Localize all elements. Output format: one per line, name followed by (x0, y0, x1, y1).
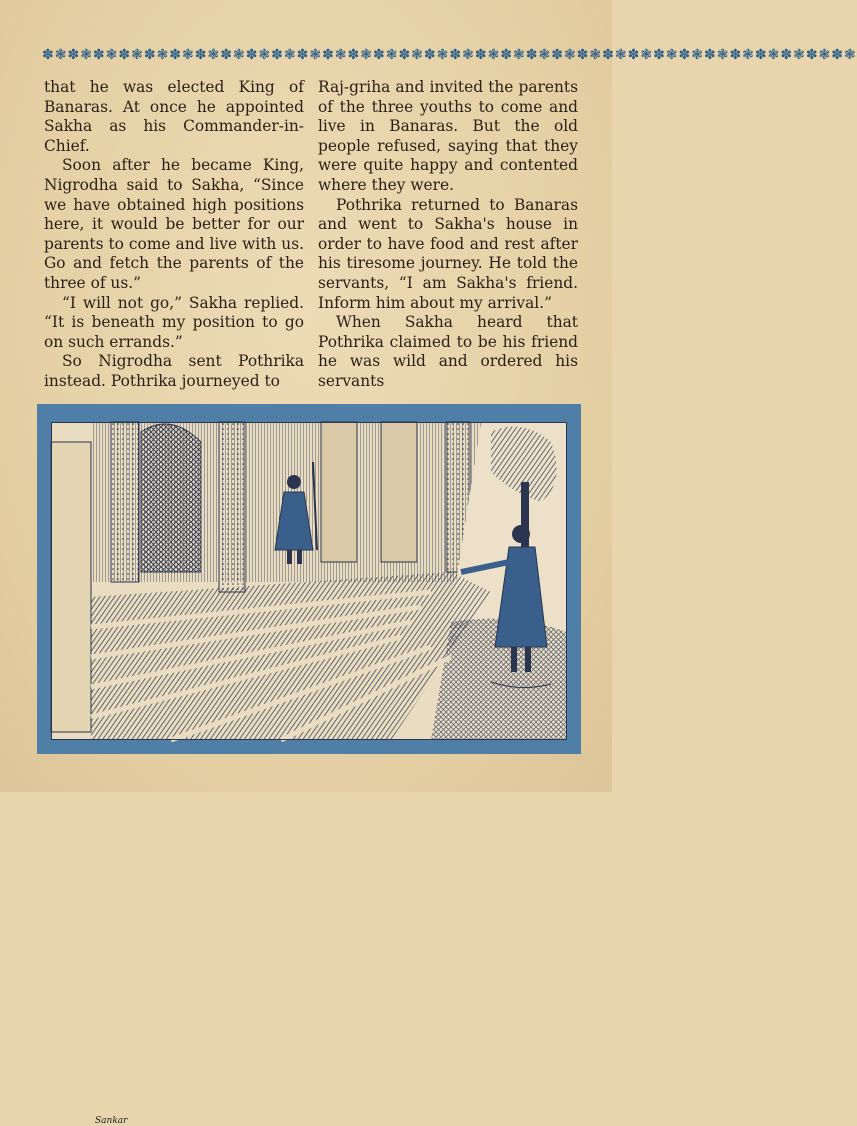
paragraph: that he was elected King of Banaras. At once he appointed Sakha as his Commander-in-Chief. (44, 78, 304, 155)
story-illustration (37, 404, 581, 1126)
paragraph: When Sakha heard that Pothrika claimed to be his friend he was wild and ordered his servants (318, 313, 578, 390)
palace-steps-drawing (51, 422, 567, 740)
paragraph: “I will not go,” Sakha replied. “It is beneath my position to go on such errands.” (44, 293, 304, 351)
left-text-column (44, 78, 304, 392)
paragraph: Soon after he became King, Nigrodha said to Sakha, “Since we have obtained high positions here, it would be better for our parents to come and live with us. Go and fetch the parents of the three of us.” (44, 156, 304, 292)
right-text-column (318, 78, 578, 392)
decorative-border: ✽❃✽❃✽❃✽❃✽❃✽❃✽❃✽❃✽❃✽❃✽❃✽❃✽❃✽❃✽❃✽❃✽❃✽❃✽❃✽❃✽❃✽❃✽❃✽❃✽❃✽❃✽❃✽❃✽❃✽❃✽❃✽❃ (42, 47, 857, 63)
artist-signature: Sankar (95, 1116, 128, 1126)
paragraph: Raj-griha and invited the parents of the three youths to come and live in Banaras. But the old people refused, saying that they were quite happy and contented where they were. (318, 78, 578, 194)
paragraph: So Nigrodha sent Pothrika instead. Pothrika journeyed to (44, 352, 304, 390)
paragraph: Pothrika returned to Banaras and went to Sakha's house in order to have food and rest after his tiresome journey. He told the servants, “I am Sakha's friend. Inform him about my arrival.” (318, 195, 578, 312)
